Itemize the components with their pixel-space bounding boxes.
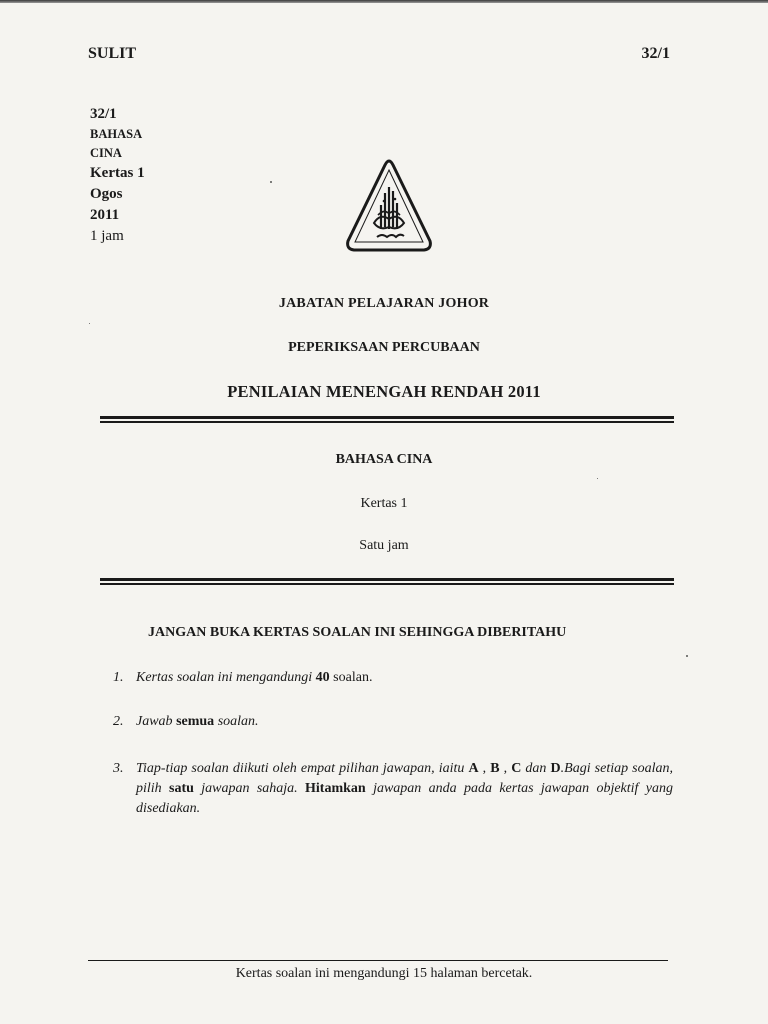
instruction-number: 1. (113, 670, 124, 685)
meta-year: 2011 (90, 207, 120, 223)
exam-name-title: PENILAIAN MENENGAH RENDAH 2011 (227, 382, 541, 401)
exam-type-title: PEPERIKSAAN PERCUBAAN (288, 340, 480, 355)
scan-speck (270, 181, 272, 183)
classification-label: SULIT (88, 45, 137, 62)
department-title: JABATAN PELAJARAN JOHOR (278, 296, 490, 311)
instruction-3: 3. Tiap-tiap soalan diikuti oleh empat pilihan jawapan, iaitu A , B , C dan D.Bagi setiap soalan, pilih satu jawapan sahaja. Hitamkan jawapan anda pada kertas jawapan objektif yang disediakan. (113, 761, 674, 816)
meta-subject-line1: BAHASA (90, 127, 143, 141)
instruction-number: 2. (113, 714, 124, 729)
scan-speck (597, 478, 598, 479)
top-double-rule (100, 416, 674, 423)
scan-speck (89, 323, 90, 324)
paper-meta-block (90, 104, 145, 247)
subject-title: BAHASA CINA (335, 452, 433, 467)
instruction-2: 2. Jawab semua soalan. (113, 712, 673, 732)
paper-title: Kertas 1 (360, 496, 408, 511)
instruction-number: 3. (113, 761, 124, 776)
scan-top-edge (0, 0, 768, 3)
bottom-double-rule (100, 578, 674, 585)
page-count-footer: Kertas soalan ini mengandungi 15 halaman bercetak. (235, 966, 533, 981)
instruction-1: 1. Kertas soalan ini mengandungi 40 soalan. (113, 668, 673, 688)
meta-duration: 1 jam (90, 228, 124, 244)
meta-subject-line2: CINA (90, 146, 122, 160)
meta-month: Ogos (90, 186, 123, 202)
meta-code: 32/1 (90, 106, 117, 122)
do-not-open-warning: JANGAN BUKA KERTAS SOALAN INI SEHINGGA DIBERITAHU (148, 625, 567, 640)
footer-rule (88, 960, 668, 961)
meta-paper: Kertas 1 (90, 165, 145, 181)
paper-code-header: 32/1 (641, 45, 670, 62)
scan-speck (686, 655, 688, 657)
duration-title: Satu jam (359, 538, 409, 553)
jabatan-pelajaran-johor-crest-icon (344, 157, 434, 257)
